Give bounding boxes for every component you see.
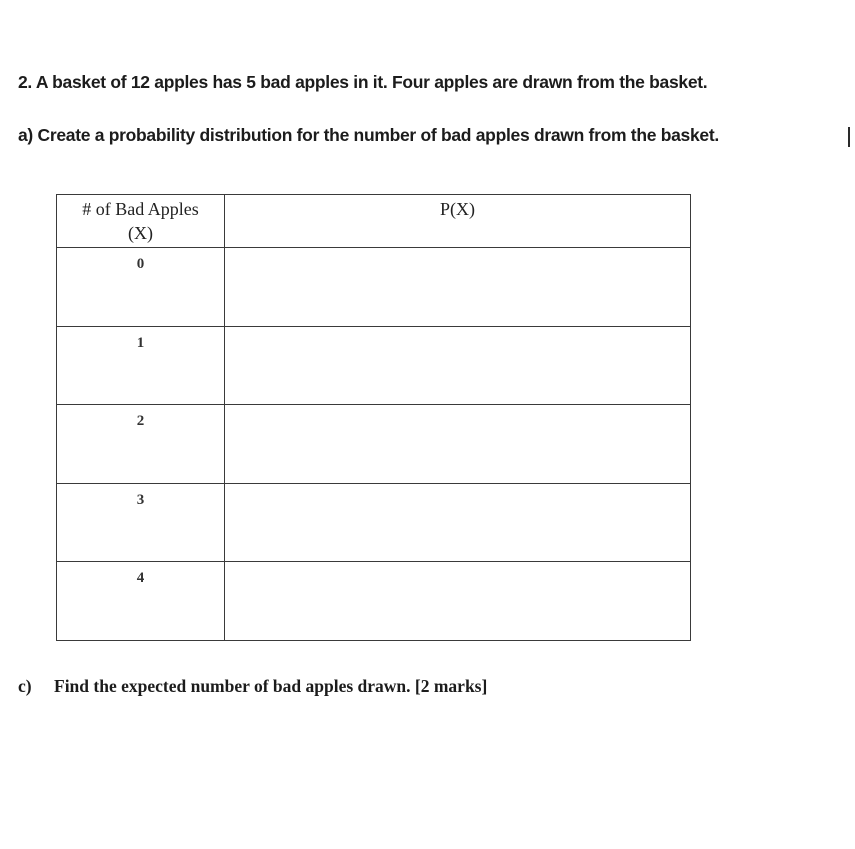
part-c-label: c) [18, 676, 32, 696]
text-cursor-mark [848, 127, 850, 147]
probability-distribution-table [56, 194, 691, 641]
header-x-symbol: (X) [128, 223, 153, 243]
header-p-cell: P(X) [225, 195, 691, 248]
part-c-text: Find the expected number of bad apples drawn. [2 marks] [54, 676, 488, 696]
x-value-cell: 1 [57, 326, 225, 405]
table-row [57, 405, 691, 484]
part-c-question [18, 676, 487, 697]
probability-cell[interactable] [225, 405, 691, 484]
x-value-cell: 0 [57, 248, 225, 327]
table-row [57, 483, 691, 562]
x-value-cell: 4 [57, 562, 225, 641]
header-x-cell [57, 195, 225, 248]
question-text: 2. A basket of 12 apples has 5 bad apples in it. Four apples are drawn from the basket. [18, 72, 708, 92]
x-value-cell: 2 [57, 405, 225, 484]
table-row [57, 248, 691, 327]
probability-cell[interactable] [225, 483, 691, 562]
table-row [57, 326, 691, 405]
probability-cell[interactable] [225, 248, 691, 327]
header-x-label: # of Bad Apples [82, 199, 199, 219]
table-header-row [57, 195, 691, 248]
part-a-instruction: a) Create a probability distribution for the number of bad apples drawn from the basket. [18, 125, 719, 145]
table-row [57, 562, 691, 641]
x-value-cell: 3 [57, 483, 225, 562]
probability-cell[interactable] [225, 562, 691, 641]
probability-cell[interactable] [225, 326, 691, 405]
